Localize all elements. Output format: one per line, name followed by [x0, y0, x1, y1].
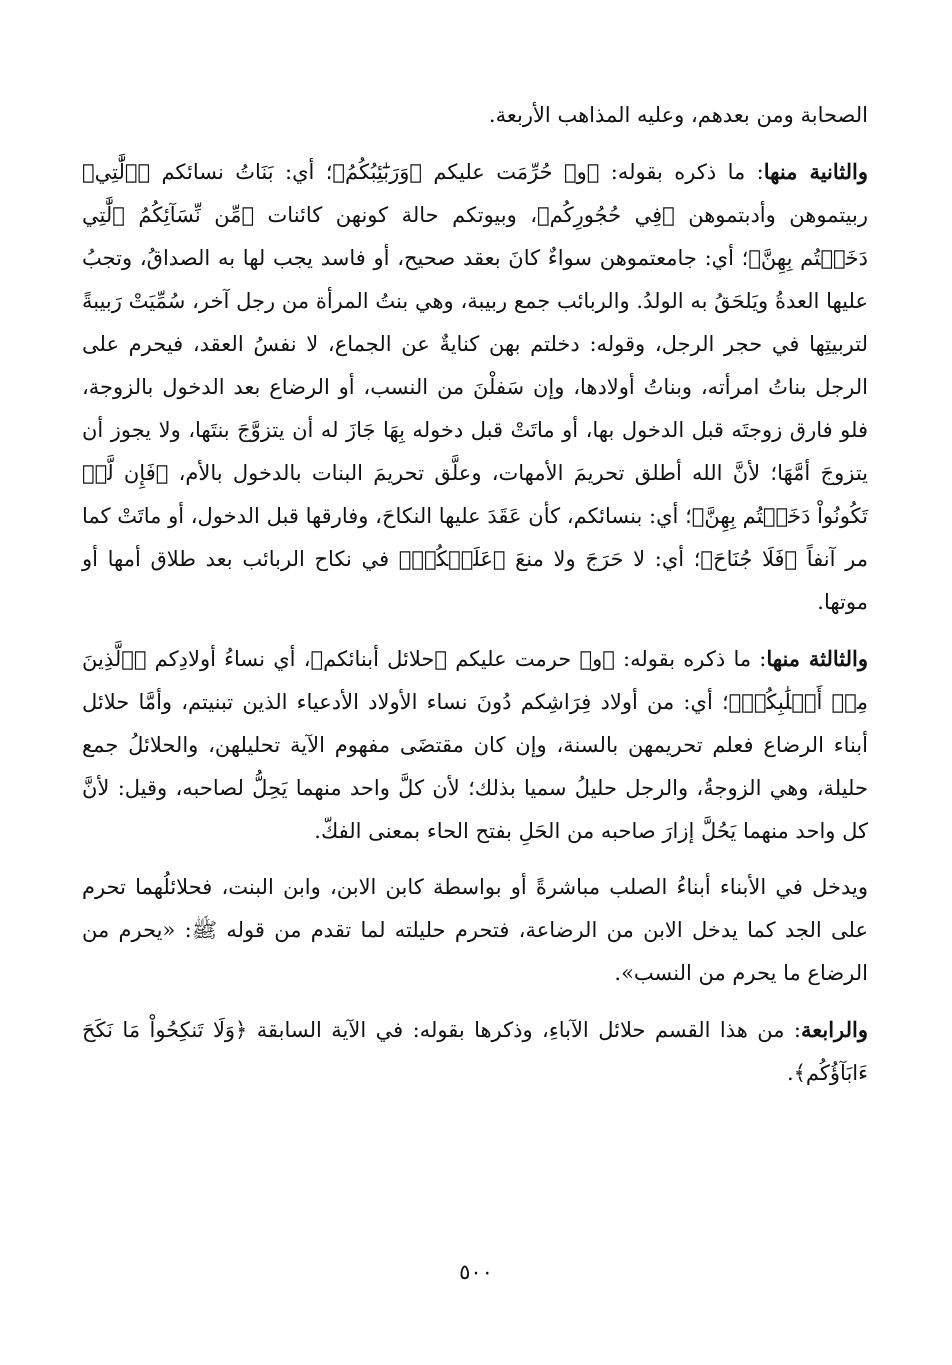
- paragraph-text: ويدخل في الأبناء أبناءُ الصلب مباشرةً أو بواسطة كابن الابن، وابن البنت، فحلائلُهما تحرم على الجد كما يدخل الابن من الرضاعة، فتحرم حليلته لما تقدم من قوله ﷺ: «يحرم من الرضاع ما يحرم من النسب».: [82, 875, 868, 985]
- paragraph-lead: والرابعة: [800, 1017, 868, 1042]
- paragraph-3: [82, 637, 868, 853]
- paragraph-4: [82, 866, 868, 995]
- paragraph-5: [82, 1008, 868, 1095]
- paragraph-2: [82, 150, 868, 624]
- page-body: [82, 94, 868, 1095]
- paragraph-lead: والثانية منها: [763, 159, 869, 184]
- paragraph-text: : ما ذكره بقوله: ﴿و﴾ حرمت عليكم ﴿حلائل أبنائكم﴾، أي نساءُ أولادِكم ﴿ٱلَّذِينَ مِنۡ أَصۡلَٰبِكُمۡ﴾؛ أي: من أولاد فِرَاشِكم دُونَ نساء الأولاد الأدعياء الذين تبنيتم، وأمَّا حلائل أبناء الرضاع فعلم تحريمهن بالسنة، وإن كان مقتضَى مفهوم الآية تحليلهن، والحلائلُ جمع حليلة، وهي الزوجةُ، والرجل حليلُ سميا بذلك؛ لأن كلَّ واحد منهما يَحِلُّ لصاحبه، وقيل: لأنَّ كل واحد منهما يَحُلَّ إزارَ صاحبه من الحَلِ بفتح الحاء بمعنى الفكّ.: [82, 647, 868, 843]
- paragraph-text: الصحابة ومن بعدهم، وعليه المذاهب الأربعة.: [488, 103, 868, 127]
- page-number: ٥٠٠: [459, 1260, 493, 1284]
- paragraph-1: [82, 94, 868, 137]
- paragraph-lead: والثالثة منها: [766, 646, 869, 671]
- paragraph-text: : من هذا القسم حلائل الآباءِ، وذكرها بقوله: في الآية السابقة ﴿وَلَا تَنكِحُواْ مَا نَكَحَ ءَابَآؤُكُم﴾.: [82, 1018, 868, 1085]
- paragraph-text: : ما ذكره بقوله: ﴿و﴾ حُرِّمَت عليكم ﴿وَرَبَٰٓئِبُكُمُ﴾؛ أي: بَنَاتُ نسائكم ﴿ٱلَّٰتِي﴾ ربيتموهن وأدبتموهن ﴿فِي حُجُورِكُم﴾، وبيوتكم حالة كونهن كائنات ﴿مِّن نِّسَآئِكُمُ ٱلَّٰتِي دَخَلۡتُم بِهِنَّ﴾؛ أي: جامعتموهن سواءٌ كانَ بعقد صحيح، أو فاسد يجب لها به الصداقُ، وتجبُ عليها العدةُ ويَلحَقُ به الولدُ. والربائب جمع ربيبة، وهي بنتُ المرأة من رجل آخر، سُمِّيَتْ رَبيبةً لتربيتِها في حجر الرجل، وقوله: دخلتم بهن كنايةٌ عن الجماع، لا نفسُ العقد، فيحرم على الرجل بناتُ امرأته، وبناتُ أولادها، وإن سَفلْنَ من النسب، أو الرضاع بعد الدخول بالزوجة، فلو فارق زوجتَه قبل الدخول بها، أو ماتَتْ قبل دخوله بِهَا جَازَ له أن يتزوَّجَ بنتَها، ولا يجوز أن يتزوجَ أمَّهَا؛ لأنَّ الله أطلق تحريمَ الأمهات، وعلَّق تحريمَ البنات بالدخول بالأم، ﴿فَإِن لَّمۡ تَكُونُواْ دَخَلۡتُم بِهِنَّ﴾؛ أي: بنسائكم، كأن عَقَدَ عليها النكاحَ، وفارقها قبل الدخول، أو ماتَتْ كما مر آنفاً ﴿فَلَا جُنَاحَ﴾؛ أي: لا حَرَجَ ولا منعَ ﴿عَلَيۡكُمۡ﴾ في نكاح الربائب بعد طلاق أمها أو موتها.: [82, 160, 869, 614]
